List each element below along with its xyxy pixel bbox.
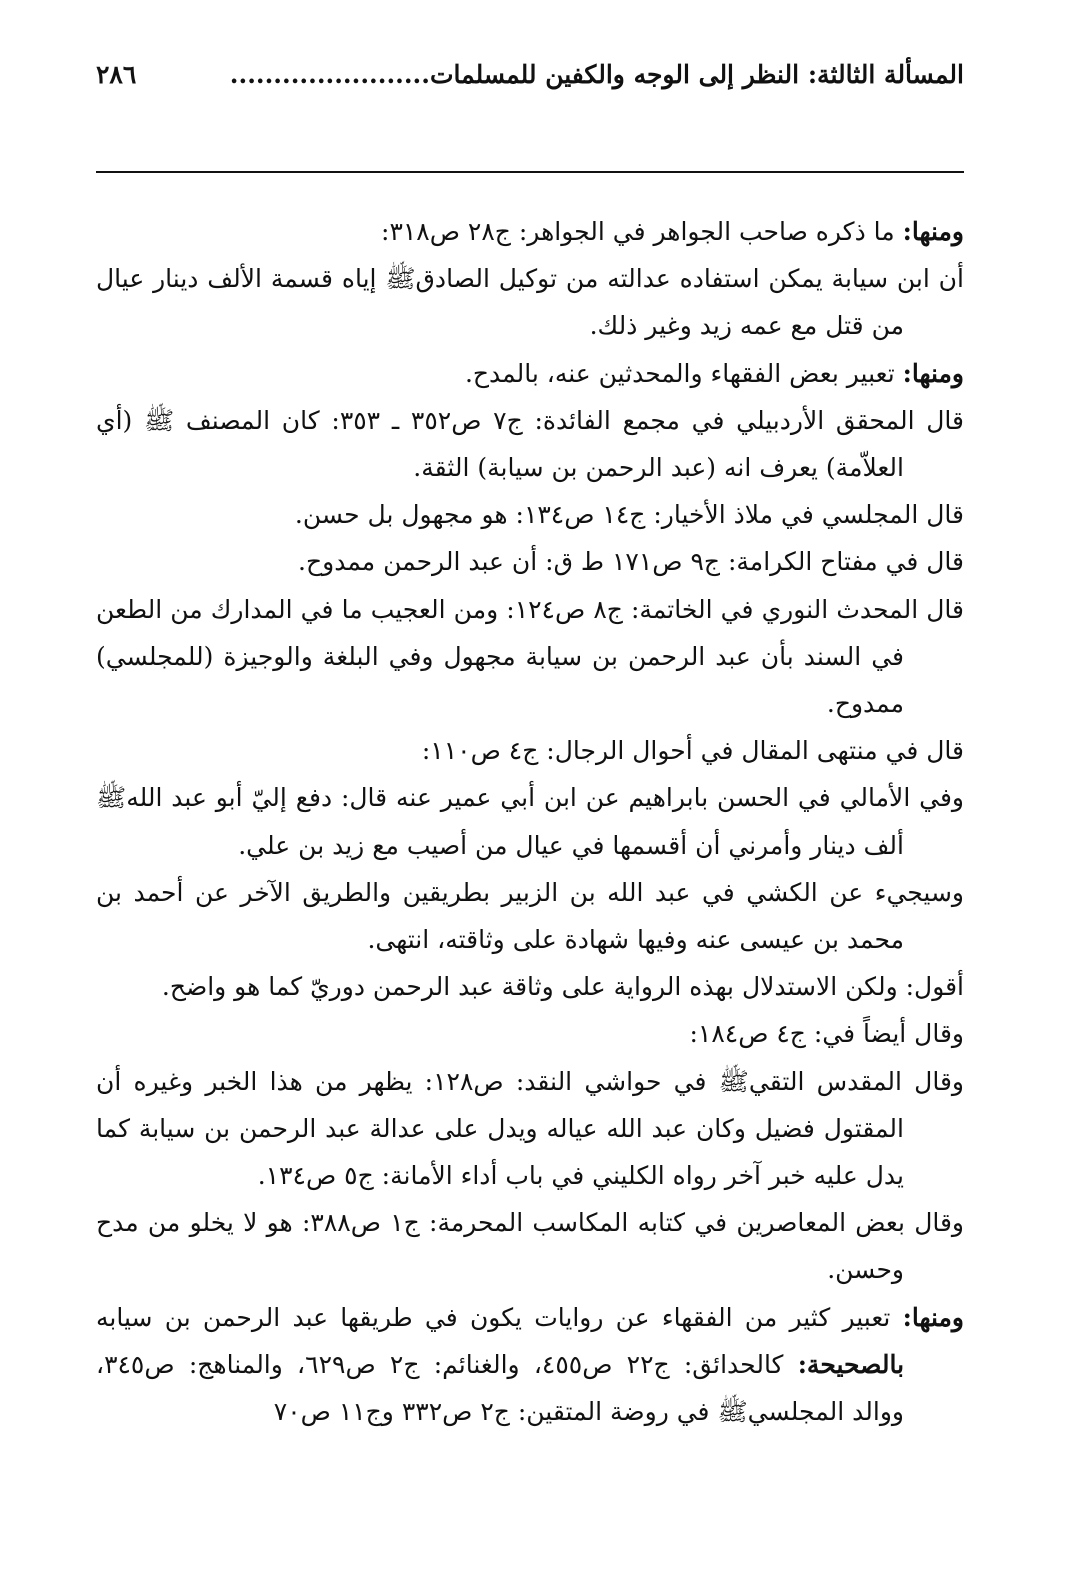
- paragraph: [96, 869, 964, 963]
- paragraph-text: أن ابن سيابة يمكن استفاده عدالته من توكيل الصادقﷺ إياه قسمة الألف دينار عيال من قتل مع عمه زيد وغير ذلك.: [96, 264, 964, 341]
- paragraph-lead: بالصحيحة:: [797, 1349, 905, 1379]
- paragraph-lead: ومنها:: [902, 217, 964, 246]
- paragraph-text: كالحدائق: ج٢٢ ص٤٥٥، والغنائم: ج٢ ص٦٢٩، والمناهج: ص٣٤٥، ووالد المجلسيﷺ في روضة المتقين: ج٢ ص٣٣٢ وج١١ ص٧٠: [96, 1349, 904, 1427]
- paragraph-lead: ومنها:: [902, 1302, 964, 1332]
- body-text: [96, 208, 964, 1568]
- paragraph: [96, 538, 964, 585]
- paragraph-text: وقال أيضاً في: ج٤ ص١٨٤:: [689, 1019, 964, 1049]
- paragraph-text: قال المحدث النوري في الخاتمة: ج٨ ص١٢٤: ومن العجيب ما في المدارك من الطعن في السند بأن عبد الرحمن بن سيابة مجهول وفي البلغة والوجيزة (للمجلسي) ممدوح.: [96, 594, 964, 719]
- header-divider: [96, 171, 964, 173]
- header-title: المسألة الثالثة: النظر إلى الوجه والكفين للمسلمات.......................: [229, 60, 964, 89]
- paragraph: [96, 963, 964, 1010]
- paragraph: [96, 1058, 964, 1200]
- paragraph-lead: ومنها:: [902, 358, 964, 388]
- paragraph: [96, 350, 964, 397]
- paragraph-text: قال المجلسي في ملاذ الأخيار: ج١٤ ص١٣٤: هو مجهول بل حسن.: [294, 500, 964, 530]
- paragraph: [96, 208, 964, 255]
- paragraph-text: ما ذكره صاحب الجواهر في الجواهر: ج٢٨ ص٣١٨:: [381, 217, 903, 246]
- paragraph: [96, 1010, 964, 1057]
- paragraph: [96, 774, 964, 868]
- paragraph: [96, 397, 964, 491]
- paragraph-text: وفي الأمالي في الحسن بابراهيم عن ابن أبي عمير عنه قال: دفع إليّ أبو عبد اللهﷺ ألف دينار وأمرني أن أقسمها في عيال من أصيب مع زيد بن علي.: [96, 783, 964, 860]
- paragraph-text: قال في مفتاح الكرامة: ج٩ ص١٧١ ط ق: أن عبد الرحمن ممدوح.: [298, 547, 964, 577]
- paragraph-text: قال في منتهى المقال في أحوال الرجال: ج٤ ص١١٠:: [421, 736, 964, 766]
- paragraph: [96, 491, 964, 538]
- paragraph-text: قال المحقق الأردبيلي في مجمع الفائدة: ج٧ ص٣٥٢ ـ ٣٥٣: كان المصنف ﷺ (أي العلاّمة) يعرف انه (عبد الرحمن بن سيابة) الثقة.: [96, 405, 964, 483]
- page-number: ٢٨٦: [96, 60, 137, 89]
- paragraph: [96, 586, 964, 728]
- paragraph: [96, 1294, 964, 1436]
- running-header: [96, 52, 964, 98]
- paragraph: [96, 727, 964, 774]
- paragraph-text: تعبير بعض الفقهاء والمحدثين عنه، بالمدح.: [464, 358, 903, 388]
- paragraph-text: وقال بعض المعاصرين في كتابه المكاسب المحرمة: ج١ ص٣٨٨: هو لا يخلو من مدح وحسن.: [96, 1208, 964, 1285]
- paragraph: [96, 1199, 964, 1293]
- paragraph-text: وسيجيء عن الكشي في عبد الله بن الزبير بطريقين والطريق الآخر عن أحمد بن محمد بن عيسى عنه وفيها شهادة على وثاقته، انتهى.: [96, 877, 964, 955]
- paragraph-text: وقال المقدس التقيﷺ في حواشي النقد: ص١٢٨: يظهر من هذا الخبر وغيره أن المقتول فضيل وكان عبد الله عياله ويدل على عدالة عبد الرحمن بن سيابة كما يدل عليه خبر آخر رواه الكليني في باب أداء الأمانة: ج٥ ص١٣٤.: [96, 1066, 964, 1191]
- paragraph-text: تعبير كثير من الفقهاء عن روايات يكون في طريقها عبد الرحمن بن سيابه: [96, 1302, 903, 1332]
- paragraph: [96, 255, 964, 349]
- paragraph-text: أقول: ولكن الاستدلال بهذه الرواية على وثاقة عبد الرحمن دوريّ كما هو واضح.: [161, 972, 964, 1002]
